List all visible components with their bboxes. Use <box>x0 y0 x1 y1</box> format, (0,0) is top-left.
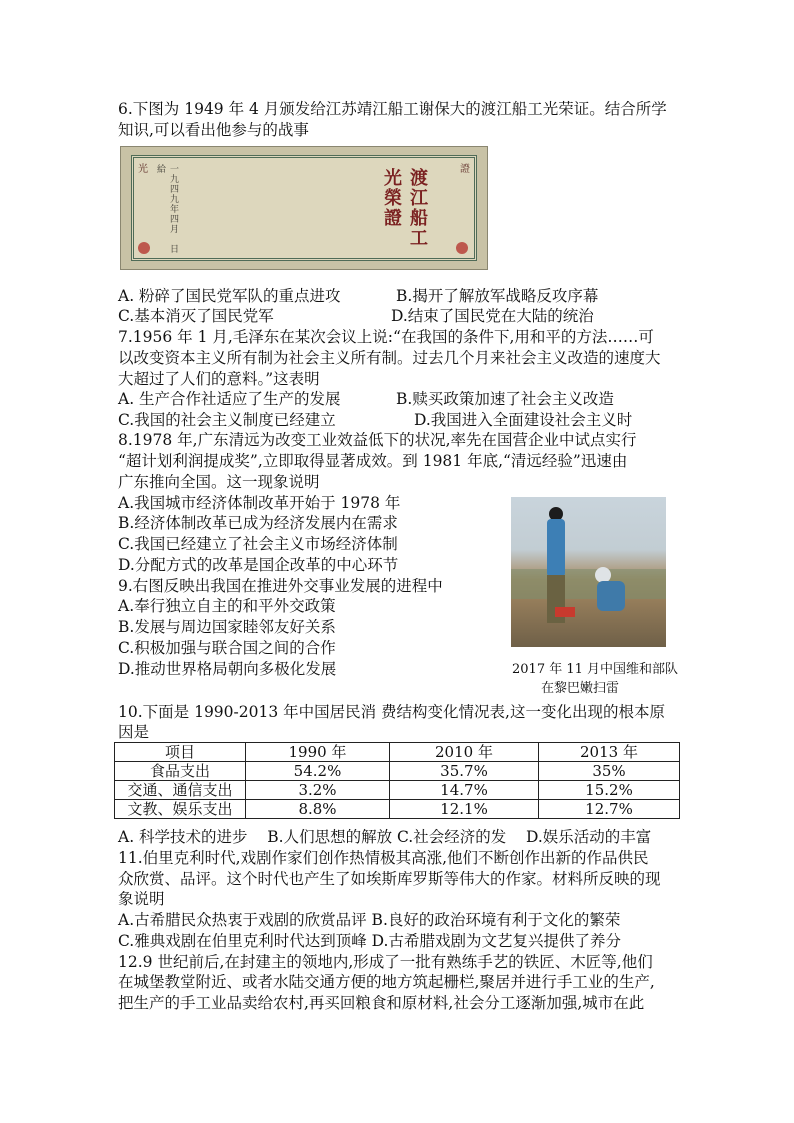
q10-stem-line-2: 因是 <box>118 723 150 741</box>
q6-stem-line-2: 知识,可以看出他参与的战事 <box>118 121 309 139</box>
q8-stem-line-3: 广东推向全国。这一现象说明 <box>118 473 320 491</box>
table-row <box>115 800 680 819</box>
q9-option-b: B.发展与周边国家睦邻友好关系 <box>118 618 336 636</box>
q8-option-d: D.分配方式的改革是国企改革的中心环节 <box>118 556 399 574</box>
q7-option-b: B.赎买政策加速了社会主义改造 <box>396 390 614 408</box>
q7-option-d: D.我国进入全面建设社会主义时 <box>414 411 633 429</box>
consumption-structure-table <box>114 742 680 819</box>
q11-options-line-2: C.雅典戏剧在伯里克利时代达到顶峰 D.古希腊戏剧为文艺复兴提供了养分 <box>118 932 621 950</box>
q10-stem-line-1: 10.下面是 1990-2013 年中国居民消 费结构变化情况表,这一变化出现的根本原 <box>118 703 665 721</box>
q7-stem-line-3: 大超过了人们的意料。”这表明 <box>118 370 320 388</box>
q10-options-line: A. 科学技术的进步 B.人们思想的解放 C.社会经济的发 D.娱乐活动的丰富 <box>118 828 652 846</box>
table-header-cell: 1990 年 <box>246 743 390 762</box>
table-row <box>115 762 680 781</box>
q8-option-c: C.我国已经建立了社会主义市场经济体制 <box>118 535 398 553</box>
q7-stem-line-1: 7.1956 年 1 月,毛泽东在某次会议上说:“在我国的条件下,用和平的方法……可 <box>118 328 654 346</box>
q7-stem-line-2: 以改变资本主义所有制为社会主义所有制。过去几个月来社会主义改造的速度大 <box>118 349 661 367</box>
table-row <box>115 781 680 800</box>
table-cell: 8.8% <box>246 800 390 819</box>
q6-stem-line-1: 6.下图为 1949 年 4 月颁发给江苏靖江船工谢保大的渡江船工光荣证。结合所学 <box>118 100 667 118</box>
q11-stem-line-3: 象说明 <box>118 890 165 908</box>
q11-stem-line-1: 11.伯里克利时代,戏剧作家们创作热情极其高涨,他们不断创作出新的作品供民 <box>118 849 649 867</box>
q12-stem-line-1: 12.9 世纪前后,在封建主的领地内,形成了一批有熟练手艺的铁匠、木匠等,他们 <box>118 953 653 971</box>
table-cell: 文教、娱乐支出 <box>115 800 246 819</box>
table-header-cell: 项目 <box>115 743 246 762</box>
q12-stem-line-3: 把生产的手工业品卖给农村,再买回粮食和原材料,社会分工逐渐加强,城市在此 <box>118 994 645 1012</box>
table-cell: 交通、通信支出 <box>115 781 246 800</box>
table-cell: 15.2% <box>539 781 680 800</box>
q6-option-c: C.基本消灭了国民党军 <box>118 307 274 325</box>
table-header-cell: 2013 年 <box>539 743 680 762</box>
q8-stem-line-1: 8.1978 年,广东清远为改变工业效益低下的状况,率先在国营企业中试点实行 <box>118 431 637 449</box>
table-cell: 12.1% <box>390 800 539 819</box>
q6-option-b: B.揭开了解放军战略反攻序幕 <box>396 287 599 305</box>
q8-option-b: B.经济体制改革已成为经济发展内在需求 <box>118 514 398 532</box>
ferry-boatman-certificate-image: 光 證 一九四九年四月 日給 渡江船工光榮證 <box>120 146 488 270</box>
table-cell: 54.2% <box>246 762 390 781</box>
table-cell: 35.7% <box>390 762 539 781</box>
q12-stem-line-2: 在城堡教堂附近、或者水陆交通方便的地方筑起栅栏,聚居并进行手工业的生产, <box>118 973 655 991</box>
q9-option-d: D.推动世界格局朝向多极化发展 <box>118 660 337 678</box>
photo-caption-line-1: 2017 年 11 月中国维和部队 <box>512 662 679 677</box>
q7-option-a: A. 生产合作社适应了生产的发展 <box>118 390 341 408</box>
table-cell: 12.7% <box>539 800 680 819</box>
q6-option-a: A. 粉碎了国民党军队的重点进攻 <box>118 287 341 305</box>
q6-option-d: D.结束了国民党在大陆的统治 <box>391 307 594 325</box>
table-header-row <box>115 743 680 762</box>
q7-option-c: C.我国的社会主义制度已经建立 <box>118 411 336 429</box>
q9-option-a: A.奉行独立自主的和平外交政策 <box>118 597 336 615</box>
peacekeeper-demining-photo <box>511 497 666 647</box>
table-cell: 3.2% <box>246 781 390 800</box>
table-cell: 食品支出 <box>115 762 246 781</box>
table-header-cell: 2010 年 <box>390 743 539 762</box>
q9-option-c: C.积极加强与联合国之间的合作 <box>118 639 336 657</box>
photo-caption-line-2: 在黎巴嫩扫雷 <box>541 681 620 696</box>
q9-stem-line-1: 9.右图反映出我国在推进外交事业发展的进程中 <box>118 577 443 595</box>
q8-option-a: A.我国城市经济体制改革开始于 1978 年 <box>118 494 401 512</box>
q11-stem-line-2: 众欣赏、品评。这个时代也产生了如埃斯库罗斯等伟大的作家。材料所反映的现 <box>118 870 661 888</box>
table-cell: 14.7% <box>390 781 539 800</box>
table-cell: 35% <box>539 762 680 781</box>
q8-stem-line-2: “超计划利润提成奖”,立即取得显著成效。到 1981 年底,“清远经验”迅速由 <box>118 452 628 470</box>
q11-options-line-1: A.古希腊民众热衷于戏剧的欣赏品评 B.良好的政治环境有利于文化的繁荣 <box>118 911 621 929</box>
